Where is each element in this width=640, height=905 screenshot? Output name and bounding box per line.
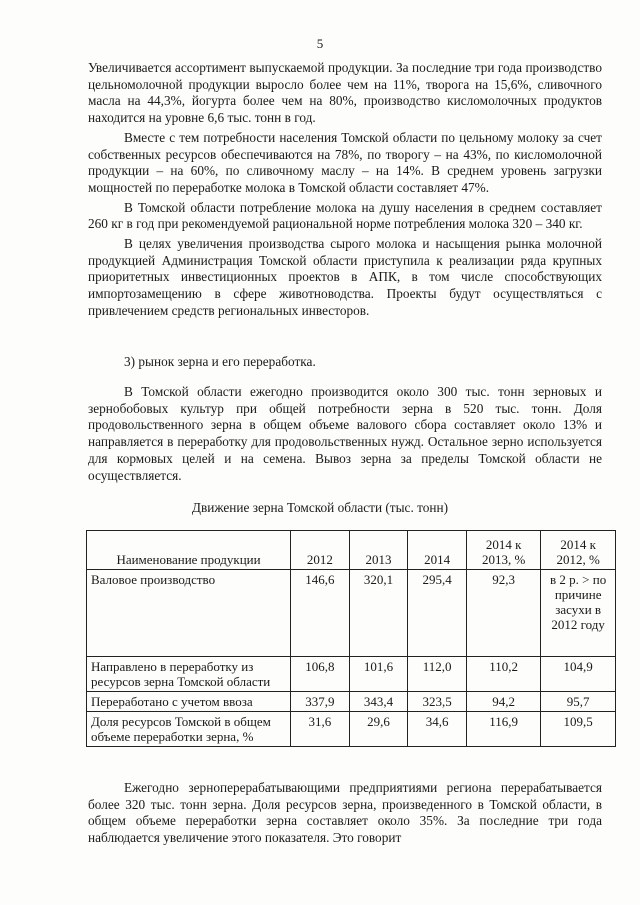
table-cell: Направлено в переработку из ресурсов зерна Томской области [87, 657, 291, 692]
table-cell: 34,6 [408, 712, 467, 747]
table-cell: 109,5 [541, 712, 616, 747]
paragraph-needs: Вместе с тем потребности населения Томской области по цельному молоку за счет собственных ресурсов обеспечиваются на 78%, по творогу – на 43%, по кисломолочной продукции – на 60%, по сливочному маслу – на 14%. В среднем уровень загрузки мощностей по переработке молока в Томской области составляет 47%. [88, 129, 602, 195]
paragraph-grain: В Томской области ежегодно производится около 300 тыс. тонн зерновых и зернобобовых культур при общей потребности зерна в 520 тыс. тонн. Доля продовольственного зерна в общем объеме валового сбора составляет около 13% и направляется в переработку для продовольственных нужд. Остальное зерно используется для кормовых целей и на семена. Вывоз зерна за пределы Томской области не осуществляется. [88, 384, 602, 483]
table-cell: в 2 р. > по причине засухи в 2012 году [541, 570, 616, 657]
table-cell: 29,6 [349, 712, 408, 747]
intro-text-block [88, 60, 602, 323]
table-row [87, 570, 616, 657]
table-cell: 146,6 [291, 570, 350, 657]
paragraph-processing: Ежегодно зерноперерабатывающими предприятиями региона перерабатывается более 320 тыс. тонн зерна. Доля ресурсов зерна, произведенного в Томской области, в общем объеме переработки зерна составляет около 35%. За последние три года наблюдается увеличение этого показателя. Это говорит [88, 780, 602, 846]
paragraph-consumption: В Томской области потребление молока на душу населения в среднем составляет 260 кг в год при рекомендуемой рациональной норме потребления молока 320 – 340 кг. [88, 199, 602, 232]
table-cell: 101,6 [349, 657, 408, 692]
table-cell: Переработано с учетом ввоза [87, 692, 291, 712]
table-header-cell: 2012 [291, 531, 350, 570]
bottom-text-block [88, 780, 602, 850]
table-cell: 112,0 [408, 657, 467, 692]
table-cell: Доля ресурсов Томской в общем объеме переработки зерна, % [87, 712, 291, 747]
paragraph-assortment: Увеличивается ассортимент выпускаемой продукции. За последние три года производство цельномолочной продукции выросло более чем на 11%, творога на 15,6%, сливочного масла на 44,3%, йогурта более чем на 80%, производство кисломолочных продуктов находится на уровне 6,6 тыс. тонн в год. [88, 60, 602, 126]
table-row [87, 692, 616, 712]
table-cell: 295,4 [408, 570, 467, 657]
table-header-cell: 2014 к 2012, % [541, 531, 616, 570]
grain-table [86, 530, 616, 747]
section-heading: 3) рынок зерна и его переработка. [124, 354, 316, 369]
page-number: 5 [316, 36, 324, 51]
table-cell: 92,3 [466, 570, 540, 657]
table-cell: 104,9 [541, 657, 616, 692]
table-header-cell: 2014 [408, 531, 467, 570]
table-cell: 106,8 [291, 657, 350, 692]
table-cell: 94,2 [466, 692, 540, 712]
table-header-row [87, 531, 616, 570]
paragraph-investment: В целях увеличения производства сырого молока и насыщения рынка молочной продукцией Администрация Томской области приступила к реализации ряда крупных приоритетных инвестиционных проектов в АПК, в том числе способствующих импортозамещению в сфере животноводства. Проекты будут осуществляться с привлечением средств региональных инвесторов. [88, 236, 602, 318]
table-header-cell: 2014 к 2013, % [466, 531, 540, 570]
table-header-cell: 2013 [349, 531, 408, 570]
table-row [87, 712, 616, 747]
table-caption: Движение зерна Томской области (тыс. тонн) [191, 500, 449, 515]
grain-text-block [88, 384, 602, 487]
table-cell: 116,9 [466, 712, 540, 747]
table-cell: 343,4 [349, 692, 408, 712]
table-cell: 95,7 [541, 692, 616, 712]
table-cell: 323,5 [408, 692, 467, 712]
table-cell: 320,1 [349, 570, 408, 657]
table-cell: Валовое производство [87, 570, 291, 657]
table-row [87, 657, 616, 692]
table-cell: 31,6 [291, 712, 350, 747]
table-header-cell: Наименование продукции [87, 531, 291, 570]
table-cell: 337,9 [291, 692, 350, 712]
table-cell: 110,2 [466, 657, 540, 692]
